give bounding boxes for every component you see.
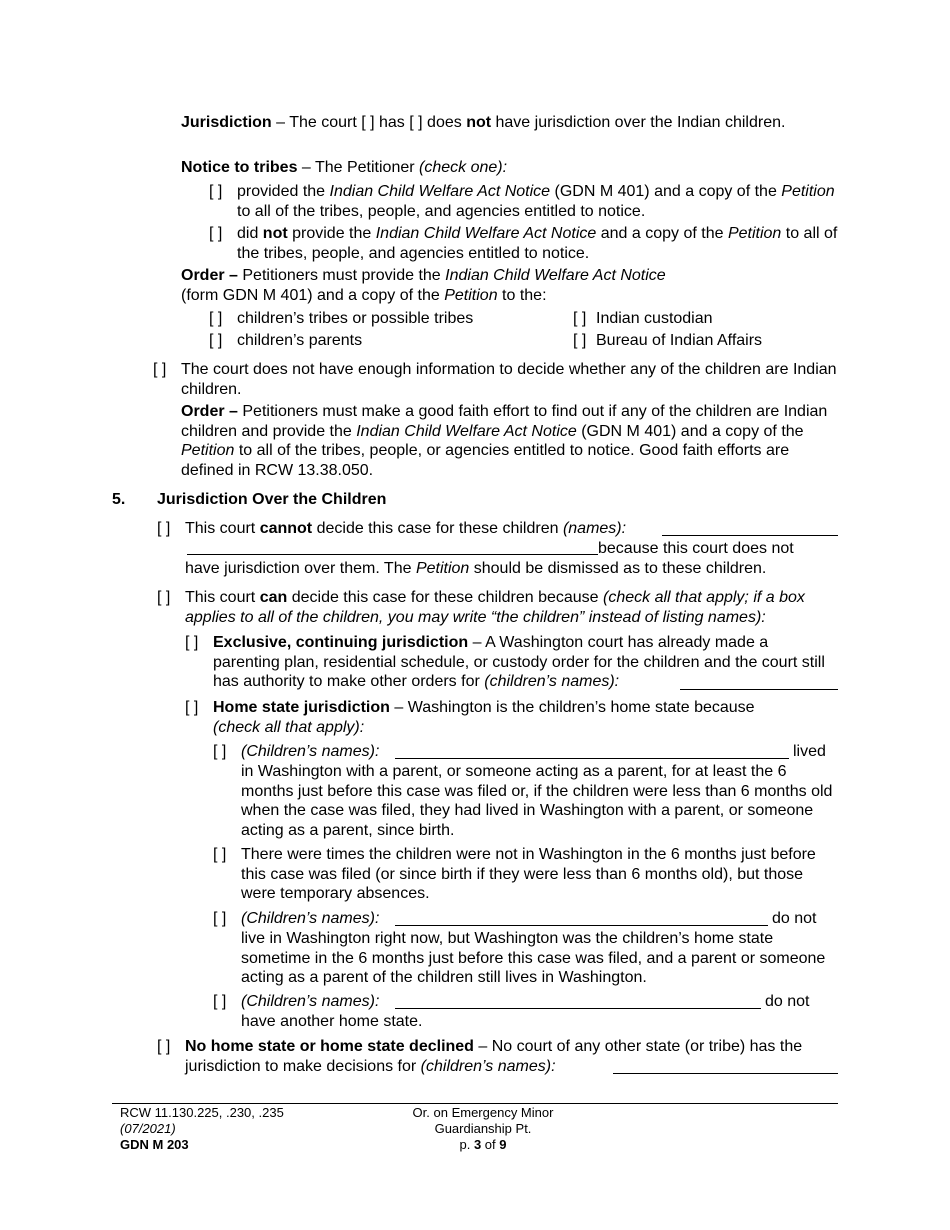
jurisdiction-label: Jurisdiction bbox=[181, 114, 272, 131]
hs3-checkbox[interactable]: [ ] bbox=[213, 910, 227, 927]
notice-provided-checkbox[interactable]: [ ] bbox=[209, 183, 223, 200]
cannot-names-input-1[interactable] bbox=[662, 520, 838, 536]
no-home-names-input[interactable] bbox=[613, 1058, 838, 1074]
order-good-faith: Order – Petitioners must make a good faith effort to find out if any of the children are Indian children and provide the Indian Child Welfare Act Notice (GDN M 401) and a copy of the Petition to all of the tribes, people, or agencies entitled to notice. Good faith efforts are defined in RCW 13.38.050. bbox=[181, 403, 828, 479]
notice-provided-text: provided the Indian Child Welfare Act Notice (GDN M 401) and a copy of the Petition to all of the tribes, people, and agencies entitled to notice. bbox=[237, 183, 835, 220]
hs3-text: live in Washington right now, but Washington was the children’s home state sometime in the 6 months just before this case was filed, and a parent or someone acting as a parent of the children still lives in Washington. bbox=[241, 930, 826, 986]
order-provide-notice: Order – Petitioners must provide the Indian Child Welfare Act Notice (form GDN M 401) and a copy of the Petition to the: bbox=[181, 267, 666, 304]
recipient-bia-label: Bureau of Indian Affairs bbox=[596, 332, 763, 349]
not-enough-info-text: The court does not have enough information to decide whether any of the children are Indian children. bbox=[181, 361, 837, 398]
footer-left bbox=[120, 1105, 284, 1153]
not-enough-info-checkbox[interactable]: [ ] bbox=[153, 361, 167, 378]
recipient-tribes-label: children’s tribes or possible tribes bbox=[237, 310, 474, 327]
hs1-checkbox[interactable]: [ ] bbox=[213, 743, 227, 760]
hs4-text: have another home state. bbox=[241, 1013, 423, 1030]
recipient-custodian-label: Indian custodian bbox=[596, 310, 713, 327]
notice-not-provided-text: did not provide the Indian Child Welfare Act Notice and a copy of the Petition to all of the tribes, people, and agencies entitled to notice. bbox=[237, 225, 838, 262]
cannot-decide-line1: This court cannot decide this case for these children (names): bbox=[185, 520, 627, 537]
hs4-names-input[interactable] bbox=[395, 993, 761, 1009]
can-decide-checkbox[interactable]: [ ] bbox=[157, 589, 171, 606]
does-not-checkbox[interactable]: [ ] bbox=[409, 114, 423, 131]
hs3-names-input[interactable] bbox=[395, 910, 768, 926]
hs1-text: in Washington with a parent, or someone acting as a parent, for at least the 6 months just before this case was filed or, if the children were less than 6 months old when the case was filed, they had lived in Washington with a parent, or someone acting as a parent, since birth. bbox=[241, 763, 833, 839]
footer-form-number: GDN M 203 bbox=[120, 1137, 189, 1152]
exclusive-jurisdiction-checkbox[interactable]: [ ] bbox=[185, 634, 199, 651]
footer-center bbox=[380, 1105, 586, 1153]
footer-title-2: Guardianship Pt. bbox=[434, 1121, 532, 1136]
hs1-names-input[interactable] bbox=[395, 743, 789, 759]
footer-title-1: Or. on Emergency Minor bbox=[412, 1105, 554, 1120]
footer-rcw: RCW 11.130.225, .230, .235 bbox=[120, 1105, 284, 1120]
has-checkbox[interactable]: [ ] bbox=[361, 114, 375, 131]
hs4-checkbox[interactable]: [ ] bbox=[213, 993, 227, 1010]
no-home-state-checkbox[interactable]: [ ] bbox=[157, 1038, 171, 1055]
footer-page: p. 3 of 9 bbox=[459, 1137, 507, 1152]
footer-divider bbox=[112, 1103, 838, 1104]
notice-label: Notice to tribes bbox=[181, 159, 298, 176]
recipient-bia-checkbox[interactable]: [ ] bbox=[573, 332, 587, 349]
notice-not-provided-checkbox[interactable]: [ ] bbox=[209, 225, 223, 242]
recipient-custodian-checkbox[interactable]: [ ] bbox=[573, 310, 587, 327]
notice-to-tribes: Notice to tribes – The Petitioner (check one): bbox=[181, 159, 508, 176]
section-number: 5. bbox=[112, 491, 126, 508]
hs2-text: There were times the children were not in Washington in the 6 months just before this case was filed (or since birth if they were less than 6 months old), but those were temporary absences. bbox=[241, 846, 816, 902]
home-state-text: Home state jurisdiction – Washington is the children’s home state because (check all that apply): bbox=[213, 699, 755, 736]
section-title: Jurisdiction Over the Children bbox=[157, 491, 387, 508]
can-decide-text: This court can decide this case for these children because (check all that apply; if a box applies to all of the children, you may write “the children” instead of listing names): bbox=[185, 589, 805, 626]
cannot-names-input-2[interactable] bbox=[187, 539, 598, 555]
cannot-decide-line3: have jurisdiction over them. The Petition should be dismissed as to these children. bbox=[185, 560, 767, 577]
exclusive-names-input[interactable] bbox=[680, 674, 838, 690]
home-state-checkbox[interactable]: [ ] bbox=[185, 699, 199, 716]
recipient-parents-checkbox[interactable]: [ ] bbox=[209, 332, 223, 349]
hs2-checkbox[interactable]: [ ] bbox=[213, 846, 227, 863]
recipient-tribes-checkbox[interactable]: [ ] bbox=[209, 310, 223, 327]
jurisdiction-paragraph: Jurisdiction – The court [ ] has [ ] does not have jurisdiction over the Indian children. bbox=[181, 114, 786, 131]
exclusive-jurisdiction-text: Exclusive, continuing jurisdiction – A Washington court has already made a parenting plan, residential schedule, or custody order for the children and the court still has authority to make other orders for (children’s names): bbox=[213, 634, 825, 690]
no-home-state-text: No home state or home state declined – No court of any other state (or tribe) has the jurisdiction to make decisions for (children’s names): bbox=[185, 1038, 803, 1075]
footer-date: (07/2021) bbox=[120, 1121, 176, 1136]
recipient-parents-label: children’s parents bbox=[237, 332, 363, 349]
cannot-decide-checkbox[interactable]: [ ] bbox=[157, 520, 171, 537]
